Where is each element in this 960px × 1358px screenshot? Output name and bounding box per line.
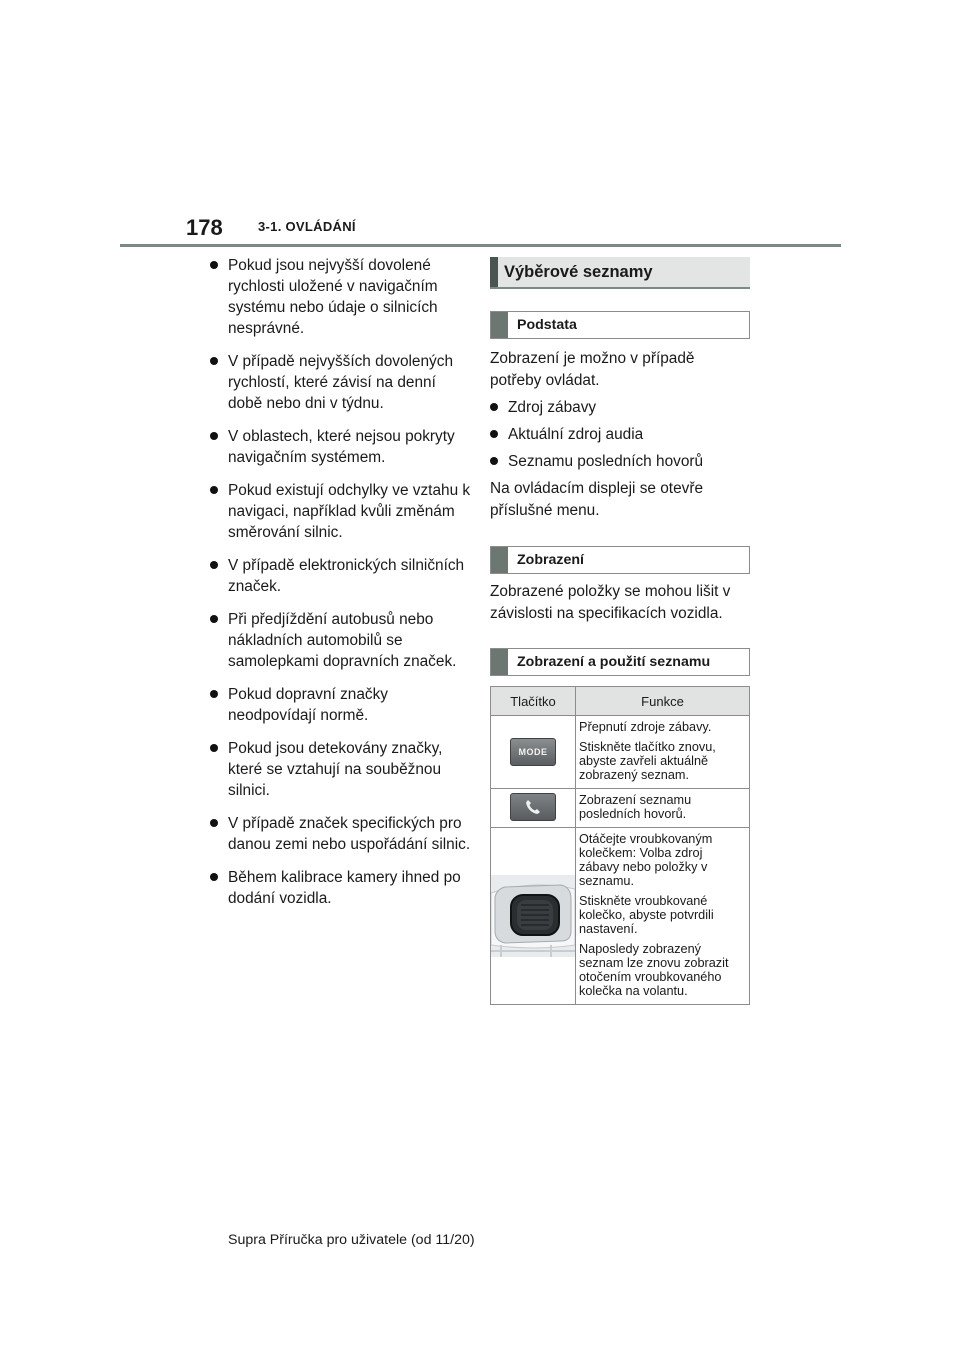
podstata-list [490, 397, 750, 473]
list-item: V případě značek specifických pro danou zemi nebo uspořádání silnic. [210, 813, 472, 855]
function-text: Stiskněte vroubkované kolečko, abyste potvrdili nastavení. [579, 894, 714, 936]
table-row [491, 716, 750, 789]
thumbwheel-icon [491, 875, 575, 957]
page-number: 178 [186, 215, 223, 240]
podstata-intro: Zobrazení je možno v případě potřeby ovládat. [490, 350, 695, 389]
function-cell [576, 716, 750, 789]
list-item: Seznamu posledních hovorů [490, 451, 750, 473]
list-item: Pokud jsou detekovány značky, které se vztahují na souběžnou silnici. [210, 738, 472, 801]
table-row [491, 828, 750, 1005]
podstata-outro: Na ovládacím displeji se otevře příslušné menu. [490, 480, 704, 519]
left-column [210, 255, 472, 921]
button-cell [491, 828, 576, 1005]
function-text: Naposledy zobrazený seznam lze znovu zobrazit otočením vroubkovaného kolečka na volantu. [579, 942, 729, 998]
podstata-heading-text: Podstata [517, 317, 577, 333]
controls-table [490, 686, 750, 1005]
function-text: Zobrazení seznamu posledních hovorů. [579, 793, 692, 821]
button-cell [491, 789, 576, 828]
section-title: 3-1. OVLÁDÁNÍ [258, 219, 356, 234]
list-item: Aktuální zdroj audia [490, 424, 750, 446]
right-column [490, 257, 750, 1005]
list-item: Při předjíždění autobusů nebo nákladních automobilů se samolepkami dopravních značek. [210, 609, 472, 672]
list-item: Během kalibrace kamery ihned po dodání vozidla. [210, 867, 472, 909]
podstata-heading [490, 311, 750, 339]
zobrazeni-text: Zobrazené položky se mohou lišit v závislosti na specifikacích vozidla. [490, 583, 731, 622]
list-item: Pokud dopravní značky neodpovídají normě. [210, 684, 472, 726]
zobrazeni-heading [490, 546, 750, 574]
list-item: V případě elektronických silničních značek. [210, 555, 472, 597]
table-row [491, 789, 750, 828]
main-heading-text: Výběrové seznamy [504, 262, 653, 281]
list-item: V případě nejvyšších dovolených rychlostí, které závisí na denní době nebo dni v týdnu. [210, 351, 472, 414]
footer-text: Supra Příručka pro uživatele (od 11/20) [228, 1232, 475, 1248]
limitations-list [210, 255, 472, 909]
function-text: Přepnutí zdroje zábavy. [579, 720, 712, 734]
phone-icon [510, 793, 556, 821]
function-text: Stiskněte tlačítko znovu, abyste zavřeli aktuálně zobrazený seznam. [579, 740, 716, 782]
main-heading [490, 257, 750, 289]
header-rule [120, 244, 841, 247]
list-item: V oblastech, které nejsou pokryty navigačním systémem. [210, 426, 472, 468]
function-cell [576, 789, 750, 828]
list-item: Pokud jsou nejvyšší dovolené rychlosti uložené v navigačním systému nebo údaje o silnicích nesprávné. [210, 255, 472, 339]
button-cell [491, 716, 576, 789]
function-text: Otáčejte vroubkovaným kolečkem: Volba zdroj zábavy nebo položky v seznamu. [579, 832, 713, 888]
column-header-function: Funkce [576, 687, 750, 716]
zobrazeni-heading-text: Zobrazení [517, 552, 585, 568]
mode-button-icon: MODE [510, 738, 556, 766]
table-header-row [491, 687, 750, 716]
list-item: Zdroj zábavy [490, 397, 750, 419]
pouziti-heading [490, 648, 750, 676]
column-header-button: Tlačítko [491, 687, 576, 716]
pouziti-heading-text: Zobrazení a použití seznamu [517, 654, 711, 670]
function-cell [576, 828, 750, 1005]
list-item: Pokud existují odchylky ve vztahu k navigaci, například kvůli změnám směrování silnic. [210, 480, 472, 543]
